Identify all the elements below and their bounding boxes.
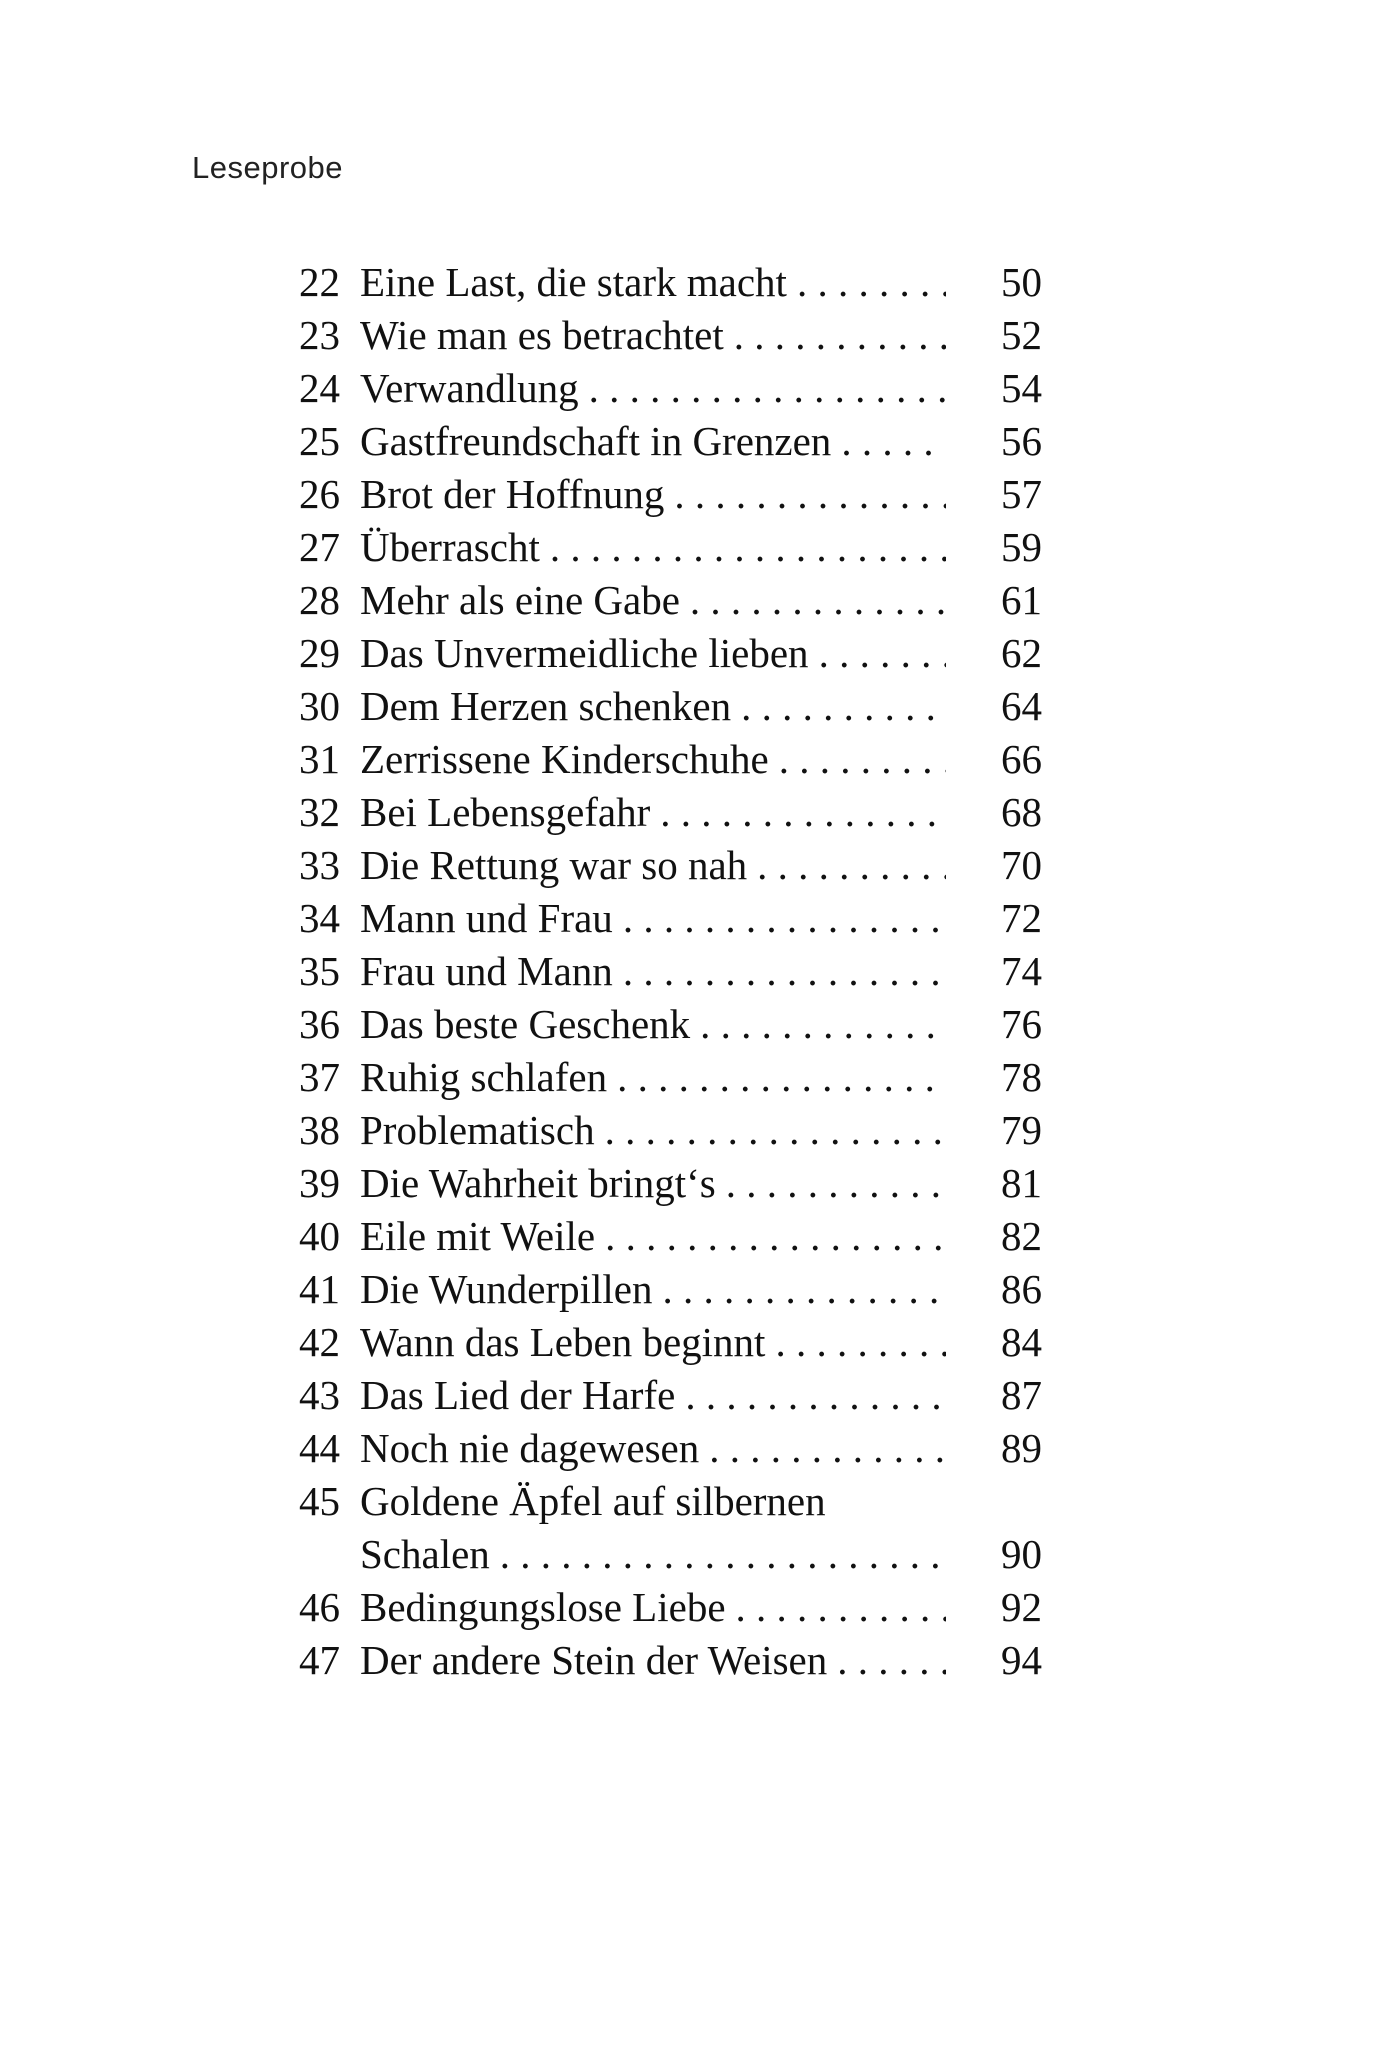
toc-entry-page: 72 bbox=[1001, 895, 1042, 941]
toc-entry-number: 36 bbox=[299, 1001, 340, 1047]
toc-entry-number: 44 bbox=[299, 1425, 340, 1471]
toc-entry-number: 42 bbox=[299, 1319, 340, 1365]
toc-entry-number: 39 bbox=[299, 1160, 340, 1206]
toc-entry-number: 25 bbox=[299, 418, 340, 464]
toc-entry bbox=[280, 1581, 1140, 1634]
toc-entry-number: 33 bbox=[299, 842, 340, 888]
toc-entry-title: Verwandlung bbox=[360, 365, 579, 411]
toc-entry-title: Mann und Frau bbox=[360, 895, 613, 941]
toc-entry-title: Das beste Geschenk bbox=[360, 1001, 691, 1047]
toc-entry-title: Eile mit Weile bbox=[360, 1213, 596, 1259]
toc-entry-number: 32 bbox=[299, 789, 340, 835]
toc-entry-page: 70 bbox=[1001, 842, 1042, 888]
dot-leader bbox=[736, 1581, 946, 1634]
toc-entry bbox=[280, 574, 1140, 627]
toc-entry-title: Der andere Stein der Weisen bbox=[360, 1637, 828, 1683]
toc-entry-page: 62 bbox=[1001, 630, 1042, 676]
dot-leader bbox=[757, 839, 946, 892]
toc-entry bbox=[280, 1263, 1140, 1316]
dot-leader bbox=[837, 1634, 946, 1687]
toc-entry-page: 54 bbox=[1001, 365, 1042, 411]
dot-leader bbox=[500, 1528, 946, 1581]
dot-leader bbox=[779, 733, 946, 786]
toc-entry-number: 28 bbox=[299, 577, 340, 623]
toc-entry-page: 59 bbox=[1001, 524, 1042, 570]
toc-entry-page: 86 bbox=[1001, 1266, 1042, 1312]
toc-entry-title: Goldene Äpfel auf silbernen bbox=[360, 1478, 826, 1524]
toc-entry-number: 35 bbox=[299, 948, 340, 994]
dot-leader bbox=[709, 1422, 946, 1475]
toc-entry-title: Noch nie dagewesen bbox=[360, 1425, 700, 1471]
toc-entry-number: 43 bbox=[299, 1372, 340, 1418]
toc-entry bbox=[280, 1634, 1140, 1687]
toc-entry-number: 27 bbox=[299, 524, 340, 570]
toc-entry-number: 22 bbox=[299, 259, 340, 305]
toc-entry bbox=[280, 468, 1140, 521]
toc-entry-title: Bedingungslose Liebe bbox=[360, 1584, 726, 1630]
toc-entry bbox=[280, 1210, 1140, 1263]
dot-leader bbox=[734, 309, 946, 362]
toc-entry-title: Zerrissene Kinderschuhe bbox=[360, 736, 769, 782]
toc-entry-number: 31 bbox=[299, 736, 340, 782]
toc-entry-page: 90 bbox=[1001, 1531, 1042, 1577]
dot-leader bbox=[741, 680, 946, 733]
dot-leader bbox=[623, 892, 946, 945]
toc-entry-title: Gastfreundschaft in Grenzen bbox=[360, 418, 832, 464]
toc-entry-number: 38 bbox=[299, 1107, 340, 1153]
dot-leader bbox=[589, 362, 946, 415]
toc-entry-title: Eine Last, die stark macht bbox=[360, 259, 787, 305]
toc-entry bbox=[280, 362, 1140, 415]
toc-entry-page: 78 bbox=[1001, 1054, 1042, 1100]
toc-entry-number: 45 bbox=[299, 1478, 340, 1524]
toc-entry-page: 82 bbox=[1001, 1213, 1042, 1259]
toc-entry-number: 29 bbox=[299, 630, 340, 676]
table-of-contents bbox=[280, 256, 1140, 1687]
dot-leader bbox=[605, 1104, 946, 1157]
toc-entry-title: Frau und Mann bbox=[360, 948, 613, 994]
toc-entry-number: 41 bbox=[299, 1266, 340, 1312]
dot-leader bbox=[605, 1210, 946, 1263]
toc-entry-page: 61 bbox=[1001, 577, 1042, 623]
toc-entry-page: 68 bbox=[1001, 789, 1042, 835]
toc-entry-page: 76 bbox=[1001, 1001, 1042, 1047]
toc-entry-page: 81 bbox=[1001, 1160, 1042, 1206]
toc-entry bbox=[280, 1051, 1140, 1104]
toc-entry-title-continuation: Schalen bbox=[360, 1531, 490, 1577]
toc-entry-title: Wann das Leben beginnt bbox=[360, 1319, 766, 1365]
toc-entry-page: 79 bbox=[1001, 1107, 1042, 1153]
dot-leader bbox=[660, 786, 946, 839]
toc-entry-number: 40 bbox=[299, 1213, 340, 1259]
toc-entry bbox=[280, 733, 1140, 786]
toc-entry bbox=[280, 680, 1140, 733]
toc-entry bbox=[280, 309, 1140, 362]
toc-entry bbox=[280, 1316, 1140, 1369]
dot-leader bbox=[726, 1157, 946, 1210]
toc-entry bbox=[280, 1157, 1140, 1210]
toc-entry-title: Brot der Hoffnung bbox=[360, 471, 665, 517]
toc-entry bbox=[280, 627, 1140, 680]
toc-entry-number: 23 bbox=[299, 312, 340, 358]
toc-entry-page: 56 bbox=[1001, 418, 1042, 464]
toc-entry bbox=[280, 1422, 1140, 1475]
toc-entry-number: 34 bbox=[299, 895, 340, 941]
toc-entry-number: 46 bbox=[299, 1584, 340, 1630]
dot-leader bbox=[819, 627, 946, 680]
toc-entry-title: Das Unvermeidliche lieben bbox=[360, 630, 809, 676]
toc-entry bbox=[280, 415, 1140, 468]
toc-entry-title: Die Wunderpillen bbox=[360, 1266, 653, 1312]
toc-entry-page: 52 bbox=[1001, 312, 1042, 358]
toc-entry-number: 30 bbox=[299, 683, 340, 729]
dot-leader bbox=[550, 521, 946, 574]
toc-entry-page: 84 bbox=[1001, 1319, 1042, 1365]
toc-entry-title: Die Wahrheit bringt‘s bbox=[360, 1160, 716, 1206]
toc-entry-page: 74 bbox=[1001, 948, 1042, 994]
page-header-label: Leseprobe bbox=[192, 150, 344, 185]
dot-leader bbox=[690, 574, 946, 627]
dot-leader bbox=[685, 1369, 946, 1422]
toc-entry-title: Dem Herzen schenken bbox=[360, 683, 732, 729]
toc-entry bbox=[280, 1369, 1140, 1422]
dot-leader bbox=[663, 1263, 947, 1316]
toc-entry-page: 89 bbox=[1001, 1425, 1042, 1471]
toc-entry-title: Das Lied der Harfe bbox=[360, 1372, 676, 1418]
dot-leader bbox=[623, 945, 946, 998]
toc-entry bbox=[280, 998, 1140, 1051]
toc-entry bbox=[280, 1104, 1140, 1157]
dot-leader bbox=[775, 1316, 946, 1369]
toc-entry bbox=[280, 839, 1140, 892]
toc-entry-page: 87 bbox=[1001, 1372, 1042, 1418]
toc-entry-page: 64 bbox=[1001, 683, 1042, 729]
toc-entry-title: Problematisch bbox=[360, 1107, 595, 1153]
toc-entry bbox=[280, 1475, 1140, 1581]
toc-entry bbox=[280, 892, 1140, 945]
dot-leader bbox=[841, 415, 946, 468]
toc-entry bbox=[280, 256, 1140, 309]
toc-entry-page: 57 bbox=[1001, 471, 1042, 517]
toc-entry-title: Mehr als eine Gabe bbox=[360, 577, 680, 623]
toc-entry-title: Überrascht bbox=[360, 524, 540, 570]
toc-entry bbox=[280, 786, 1140, 839]
dot-leader bbox=[674, 468, 946, 521]
dot-leader bbox=[617, 1051, 946, 1104]
toc-entry-number: 37 bbox=[299, 1054, 340, 1100]
toc-entry-number: 47 bbox=[299, 1637, 340, 1683]
toc-entry bbox=[280, 521, 1140, 574]
toc-entry-title: Bei Lebensgefahr bbox=[360, 789, 651, 835]
toc-entry-title: Wie man es betrachtet bbox=[360, 312, 724, 358]
dot-leader bbox=[797, 256, 946, 309]
toc-entry-title: Die Rettung war so nah bbox=[360, 842, 748, 888]
toc-entry-title: Ruhig schlafen bbox=[360, 1054, 608, 1100]
toc-entry-number: 24 bbox=[299, 365, 340, 411]
dot-leader bbox=[700, 998, 946, 1051]
toc-entry-page: 94 bbox=[1001, 1637, 1042, 1683]
toc-entry-page: 92 bbox=[1001, 1584, 1042, 1630]
toc-entry-page: 66 bbox=[1001, 736, 1042, 782]
toc-entry-page: 50 bbox=[1001, 259, 1042, 305]
toc-entry-number: 26 bbox=[299, 471, 340, 517]
toc-entry bbox=[280, 945, 1140, 998]
